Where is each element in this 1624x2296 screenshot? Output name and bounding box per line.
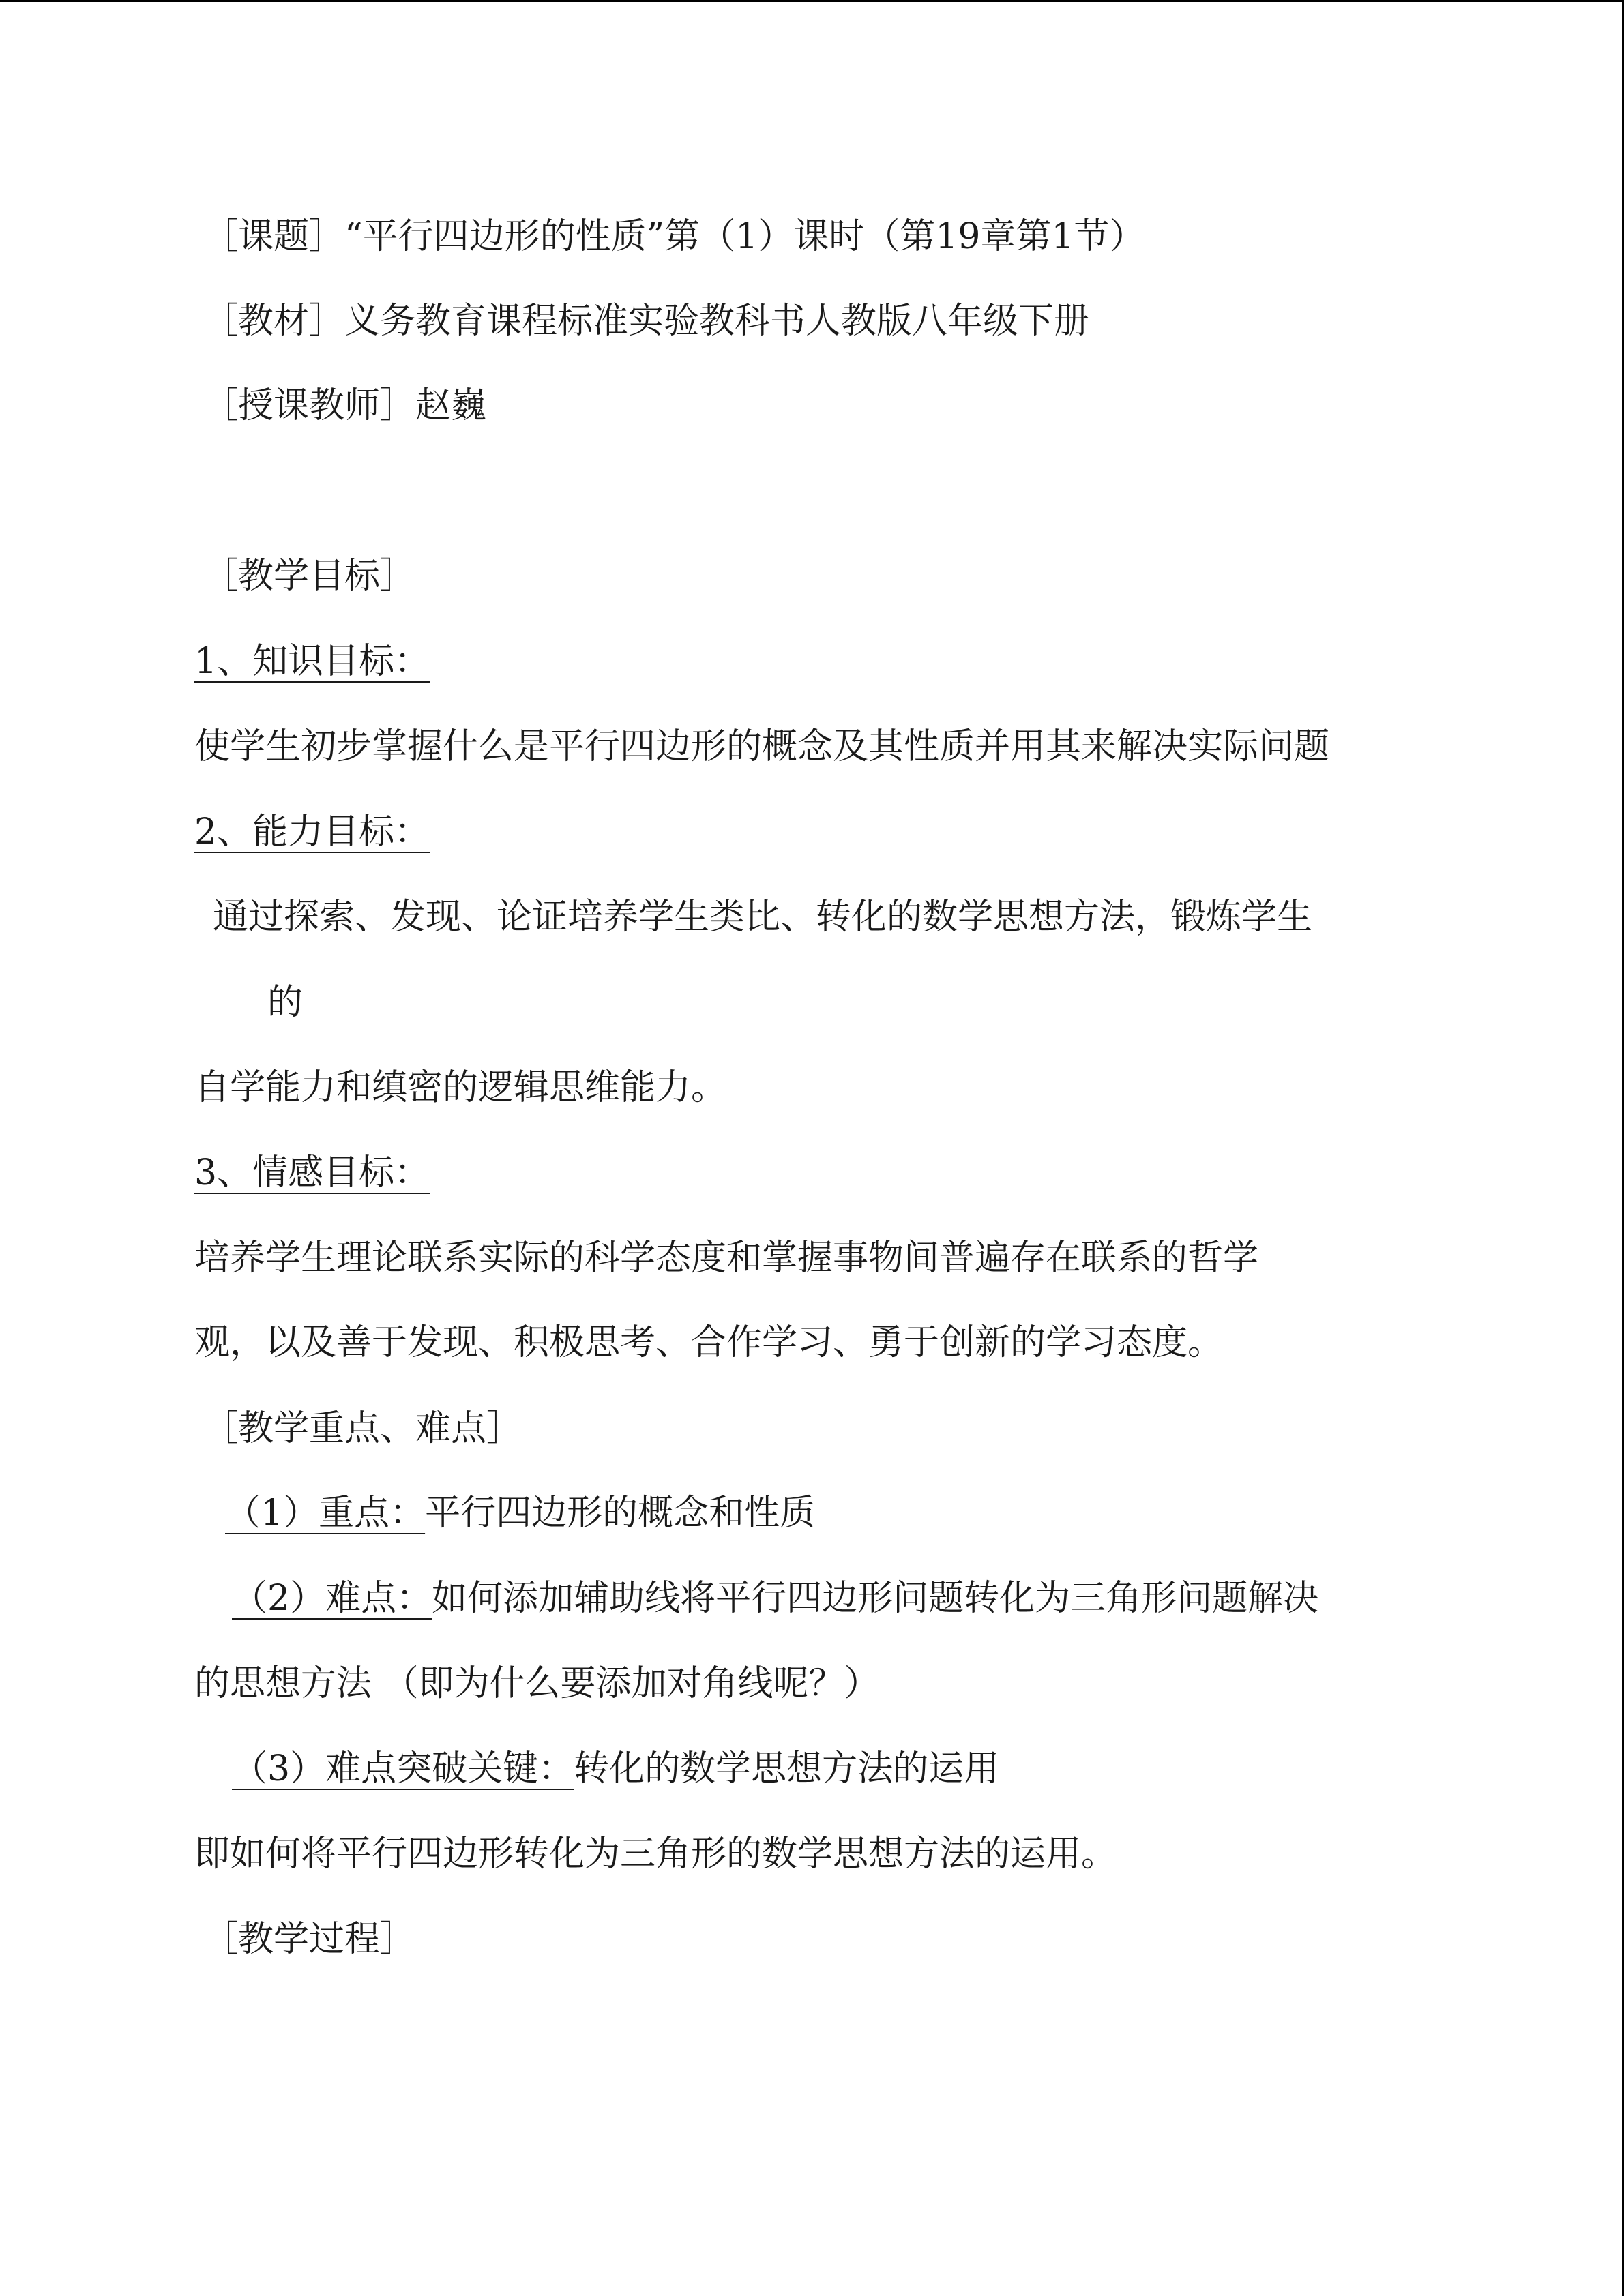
difficulty-point-2-label: （2）难点： bbox=[232, 1578, 432, 1619]
difficulty-point-2 bbox=[232, 1578, 1318, 1619]
knowledge-objective-title: 1、知识目标： bbox=[194, 641, 430, 682]
breakthrough-point-3 bbox=[232, 1748, 999, 1789]
emotion-objective-text-1: 培养学生理论联系实际的科学态度和掌握事物间普遍存在联系的哲学 bbox=[194, 1238, 1259, 1279]
teacher-line: ［授课教师］赵巍 bbox=[203, 385, 487, 426]
difficulty-point-2-cont: 的思想方法 （即为什么要添加对角线呢？） bbox=[194, 1663, 880, 1704]
textbook-line: ［教材］义务教育课程标准实验教科书人教版八年级下册 bbox=[203, 301, 1090, 342]
ability-objective-text-3: 自学能力和缜密的逻辑思维能力。 bbox=[194, 1067, 727, 1108]
key-point-1-text: 平行四边形的概念和性质 bbox=[425, 1493, 816, 1534]
page-top-border bbox=[0, 0, 1624, 2]
ability-objective-text-1: 通过探索、发现、论证培养学生类比、转化的数学思想方法，锻炼学生 bbox=[213, 897, 1313, 938]
key-points-heading: ［教学重点、难点］ bbox=[203, 1408, 522, 1449]
key-point-1-label: （1）重点： bbox=[225, 1493, 426, 1534]
breakthrough-point-3-label: （3）难点突破关键： bbox=[232, 1748, 574, 1789]
breakthrough-point-3-cont: 即如何将平行四边形转化为三角形的数学思想方法的运用。 bbox=[194, 1834, 1117, 1875]
ability-objective-text-2: 的 bbox=[267, 982, 304, 1023]
ability-objective-title: 2、能力目标： bbox=[194, 811, 430, 852]
breakthrough-point-3-text: 转化的数学思想方法的运用 bbox=[574, 1748, 1000, 1789]
knowledge-objective-text: 使学生初步掌握什么是平行四边形的概念及其性质并用其来解决实际问题 bbox=[194, 726, 1330, 767]
process-heading: ［教学过程］ bbox=[203, 1919, 416, 1960]
key-point-1 bbox=[225, 1493, 815, 1534]
emotion-objective-text-2: 观，以及善于发现、积极思考、合作学习、勇于创新的学习态度。 bbox=[194, 1322, 1224, 1363]
objectives-heading: ［教学目标］ bbox=[203, 556, 416, 597]
lesson-topic: ［课题］“平行四边形的性质”第（1）课时（第19章第1节） bbox=[203, 216, 1145, 257]
emotion-objective-title: 3、情感目标： bbox=[194, 1152, 430, 1193]
difficulty-point-2-text: 如何添加辅助线将平行四边形问题转化为三角形问题解决 bbox=[432, 1578, 1319, 1619]
